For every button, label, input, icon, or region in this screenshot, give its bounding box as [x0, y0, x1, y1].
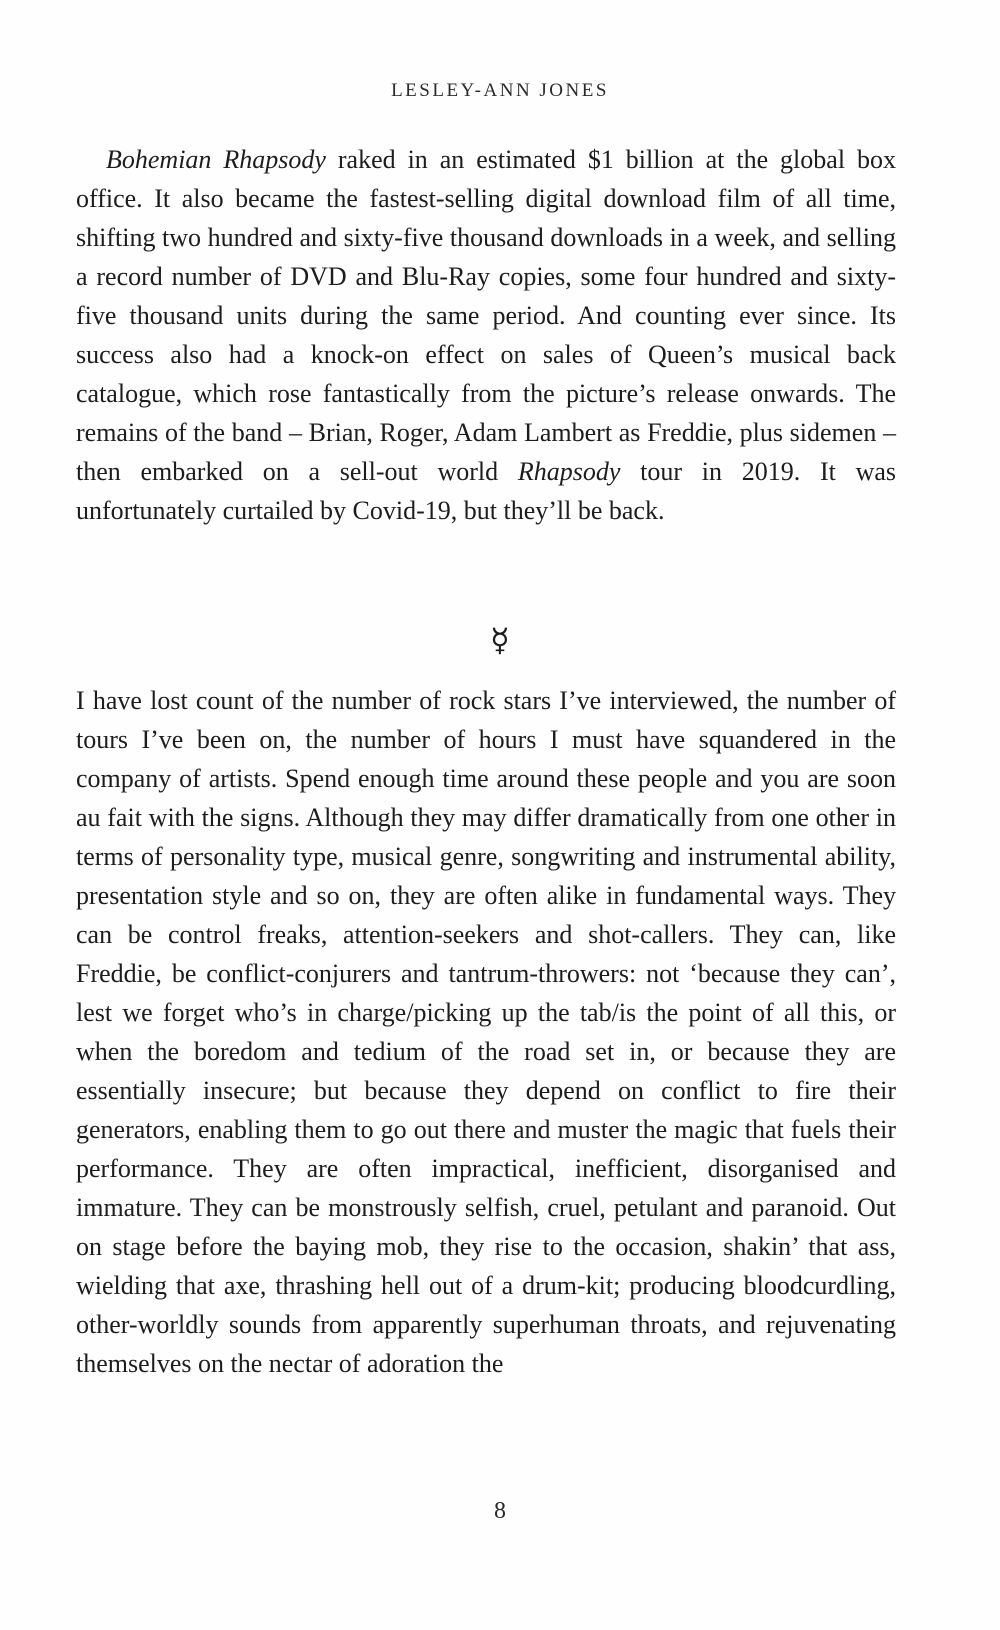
tour-name: Rhapsody — [517, 457, 621, 486]
paragraph-box-office — [76, 140, 896, 530]
film-title: Bohemian Rhapsody — [106, 145, 326, 174]
page-number: 8 — [494, 1498, 506, 1524]
running-head: LESLEY-ANN JONES — [391, 80, 609, 101]
paragraph-text: raked in an estimated $1 billion at the global box office. It also became the fastest-selling digital download film of all time, shifting two hundred and sixty-five thousand downloads in a week, and selling a record number of DVD and Blu-Ray copies, some four hundred and sixty-five thousand units during the same period. And counting ever since. Its success also had a knock-on effect on sales of Queen’s musical back catalogue, which rose fantastically from the picture’s release onwards. The remains of the band – Brian, Roger, Adam Lambert as Freddie, plus sidemen – then embarked on a sell-out world — [76, 145, 896, 486]
mercury-symbol-icon: ☿ — [490, 621, 510, 659]
paragraph-text: tour in 2019. It was unfortunately curtailed by Covid-19, but they’ll be back. — [76, 457, 896, 525]
paragraph-rock-stars: I have lost count of the number of rock stars I’ve interviewed, the number of tours I’ve been on, the number of hours I must have squandered in the company of artists. Spend enough time around these people and you are soon au fait with the signs. Although they may differ dramatically from one other in terms of personality type, musical genre, songwriting and instrumental ability, presentation style and so on, they are often alike in fundamental ways. They can be control freaks, attention-seekers and shot-callers. They can, like Freddie, be conflict-conjurers and tantrum-throwers: not ‘because they can’, lest we forget who’s in charge/picking up the tab/is the point of all this, or when the boredom and tedium of the road set in, or because they are essentially insecure; but because they depend on conflict to fire their generators, enabling them to go out there and muster the magic that fuels their performance. They are often impractical, inefficient, disorganised and immature. They can be monstrously selfish, cruel, petulant and paranoid. Out on stage before the baying mob, they rise to the occasion, shakin’ that ass, wielding that axe, thrashing hell out of a drum-kit; producing bloodcurdling, other-worldly sounds from apparently superhuman throats, and rejuvenating themselves on the nectar of adoration the — [76, 686, 896, 1378]
